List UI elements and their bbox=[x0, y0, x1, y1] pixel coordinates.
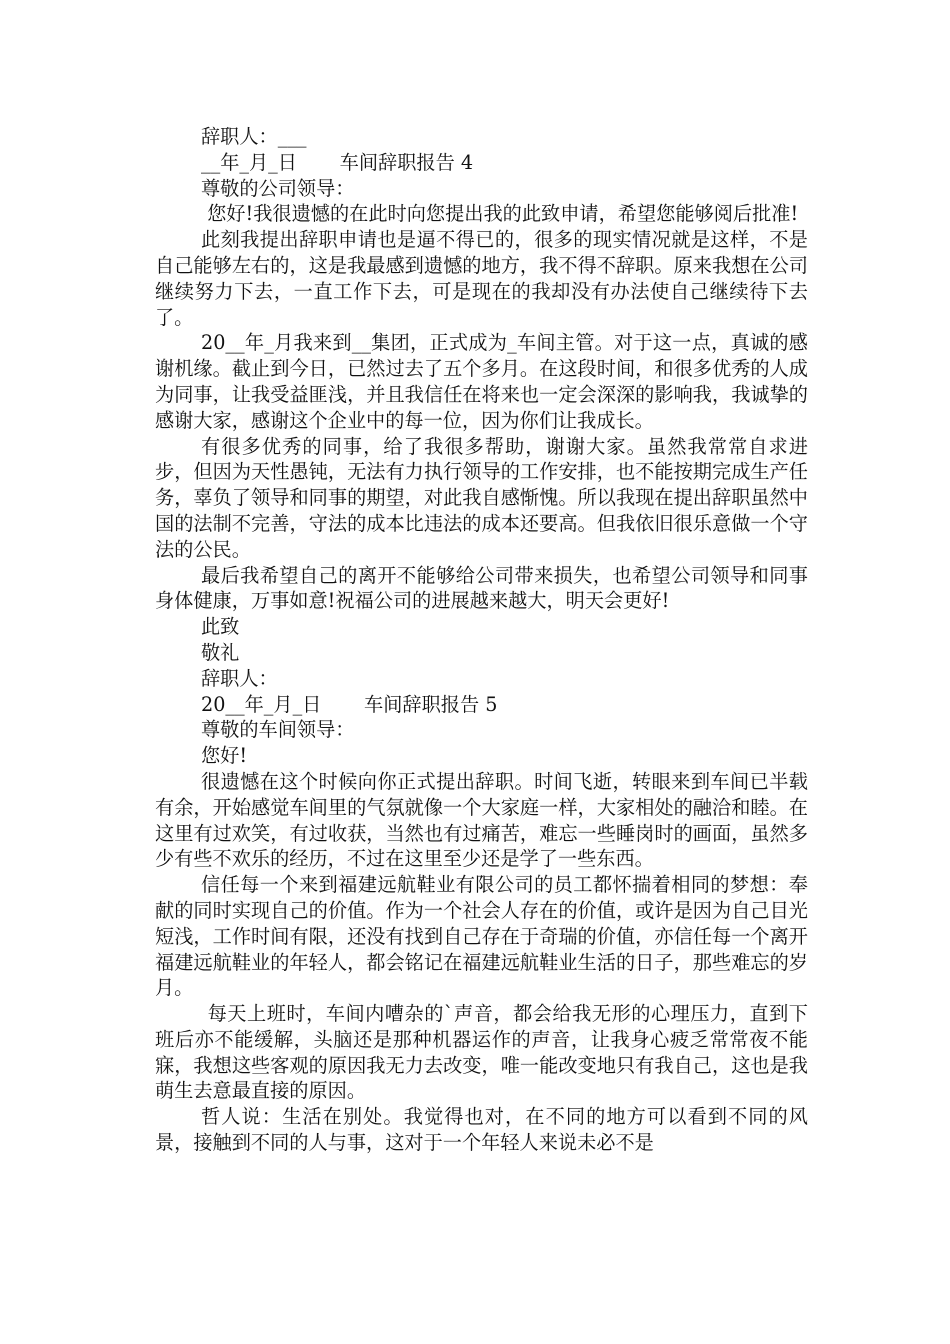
paragraph-body-3: 有很多优秀的同事，给了我很多帮助，谢谢大家。虽然我常常自求进步，但因为天性愚钝，无法有力执行领导的工作安排，也不能按期完成生产任务，辜负了领导和同事的期望，对此我自感惭愧。所以我现在提出辞职虽然中国的法制不完善，守法的成本比违法的成本还要高。但我依旧很乐意做一个守法的公民。 bbox=[155, 434, 808, 561]
paragraph-body-4: 最后我希望自己的离开不能够给公司带来损失，也希望公司领导和同事身体健康，万事如意!祝福公司的进展越来越大，明天会更好! bbox=[155, 563, 808, 613]
paragraph-greeting-1: 您好!我很遗憾的在此时向您提出我的此致申请，希望您能够阅后批准! bbox=[201, 202, 799, 226]
paragraph-body-6: 信任每一个来到福建远航鞋业有限公司的员工都怀揣着相同的梦想：奉献的同时实现自己的价值。作为一个社会人存在的价值，或许是因为自己目光短浅，工作时间有限，还没有找到自己存在于奇瑞的价值，亦信任每一个离开福建远航鞋业的年轻人，都会铭记在福建远航鞋业生活的日子，那些难忘的岁月。 bbox=[155, 873, 808, 1000]
date-and-heading-5: 20__年_月_日 车间辞职报告 5 bbox=[201, 692, 498, 716]
paragraph-body-1: 此刻我提出辞职申请也是逼不得已的，很多的现实情况就是这样，不是自己能够左右的，这是我最感到遗憾的地方，我不得不辞职。原来我想在公司继续努力下去，一直工作下去，可是现在的我却没有办法使自己继续待下去了。 bbox=[155, 228, 808, 329]
signature-line-1: 辞职人：___ bbox=[201, 125, 307, 148]
date-and-heading-4: __年_月_日 车间辞职报告 4 bbox=[201, 150, 474, 174]
paragraph-body-8: 哲人说：生活在别处。我觉得也对，在不同的地方可以看到不同的风景，接触到不同的人与事，这对于一个年轻人来说未必不是 bbox=[155, 1105, 808, 1155]
signature-line-2: 辞职人： bbox=[201, 666, 278, 690]
document-body bbox=[155, 124, 808, 1156]
closing-line-2: 敬礼 bbox=[201, 640, 240, 664]
salutation-1: 尊敬的公司领导： bbox=[201, 176, 355, 200]
paragraph-body-5: 很遗憾在这个时候向你正式提出辞职。时间飞逝，转眼来到车间已半载有余，开始感觉车间里的气氛就像一个大家庭一样，大家相处的融洽和睦。在这里有过欢笑，有过收获，当然也有过痛苦，难忘一些睡岗时的画面，虽然多少有些不欢乐的经历，不过在这里至少还是学了一些东西。 bbox=[155, 769, 808, 871]
paragraph-body-2: 20__年_月我来到__集团，正式成为_车间主管。对于这一点，真诚的感谢机缘。截止到今日，已然过去了五个多月。在这段时间，和很多优秀的人成为同事，让我受益匪浅，并且我信任在将来也一定会深深的影响我，我诚挚的感谢大家，感谢这个企业中的每一位，因为你们让我成长。 bbox=[155, 331, 808, 432]
paragraph-body-7: 每天上班时，车间内嘈杂的`声音，都会给我无形的心理压力，直到下班后亦不能缓解，头脑还是那种机器运作的声音，让我身心疲乏常常夜不能寐，我想这些客观的原因我无力去改变，唯一能改变地只有我自己，这也是我萌生去意最直接的原因。 bbox=[155, 1002, 808, 1103]
greeting-2: 您好! bbox=[201, 744, 248, 768]
salutation-2: 尊敬的车间领导： bbox=[201, 718, 355, 742]
closing-line-1: 此致 bbox=[201, 615, 240, 639]
